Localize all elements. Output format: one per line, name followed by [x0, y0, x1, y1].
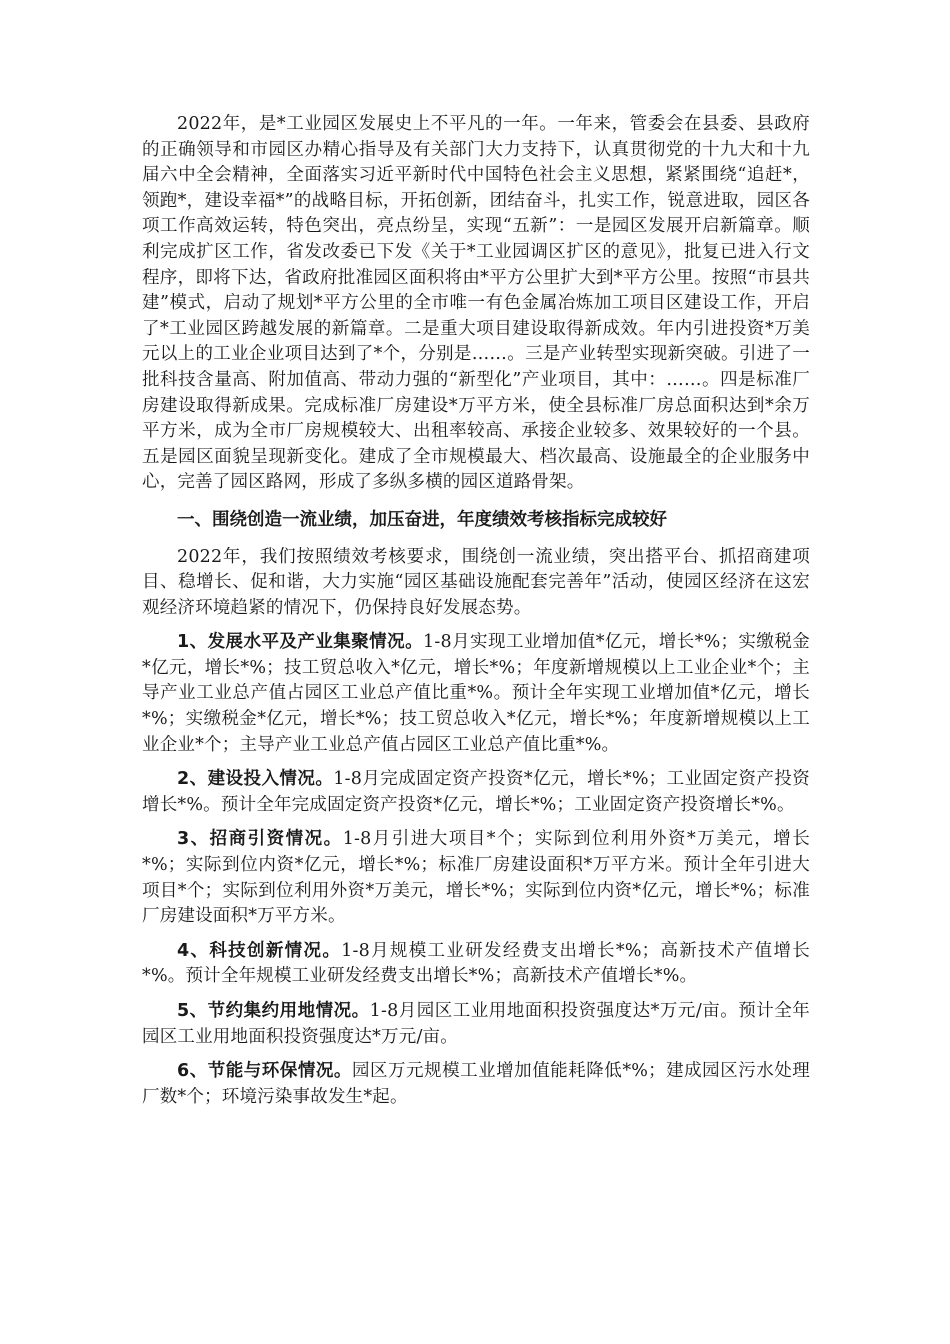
indicator-item-text: 1-8月引进大项目*个；实际到位利用外资*万美元，增长*%；实际到位内资*亿元，增长*%；标准厂房建设面积*万平方米。预计全年引进大项目*个；实际到位利用外资*万美元，增长*%；实际到位内资*亿元，增长*%；标准厂房建设面积*万平方米。: [142, 829, 810, 927]
document-page: [142, 112, 810, 1110]
indicator-item-3: [142, 827, 810, 929]
indicator-item-6: [142, 1059, 810, 1110]
indicator-item-2: [142, 767, 810, 818]
indicator-item-text: 1-8月实现工业增加值*亿元，增长*%；实缴税金*亿元，增长*%；技工贸总收入*亿元，增长*%；年度新增规模以上工业企业*个；主导产业工业总产值占园区工业总产值比重*%。预计全年实现工业增加值*亿元，增长 *%；实缴税金*亿元，增长*%；技工贸总收入*亿元，增长*%；年度新增规模以上工业企业*个；主导产业工业总产值占园区工业总产值比重*%。: [142, 632, 810, 755]
indicator-item-lead: 1、发展水平及产业集聚情况。: [177, 632, 424, 653]
intro-paragraph: 2022年，是*工业园区发展史上不平凡的一年。一年来，管委会在县委、县政府的正确领导和市园区办精心指导及有关部门大力支持下，认真贯彻党的十九大和十九届六中全会精神，全面落实习近平新时代中国特色社会主义思想，紧紧围绕“追赶*，领跑*，建设幸福*”的战略目标，开拓创新，团结奋斗，扎实工作，锐意进取，园区各项工作高效运转，特色突出，亮点纷呈，实现“五新”：一是园区发展开启新篇章。顺利完成扩区工作，省发改委已下发《关于*工业园调区扩区的意见》，批复已进入行文程序，即将下达，省政府批准园区面积将由*平方公里扩大到*平方公里。按照“市县共建”模式，启动了规划*平方公里的全市唯一有色金属冶炼加工项目区建设工作，开启了*工业园区跨越发展的新篇章。二是重大项目建设取得新成效。年内引进投资*万美元以上的工业企业项目达到了*个，分别是……。三是产业转型实现新突破。引进了一批科技含量高、附加值高、带动力强的“新型化”产业项目，其中：……。四是标准厂房建设取得新成果。完成标准厂房建设*万平方米，使全县标准厂房总面积达到*余万平方米，成为全市厂房规模较大、出租率较高、承接企业较多、效果较好的一个县。五是园区面貌呈现新变化。建成了全市规模最大、档次最高、设施最全的企业服务中心，完善了园区路网，形成了多纵多横的园区道路骨架。: [142, 114, 810, 493]
indicator-item-lead: 3、招商引资情况。: [177, 829, 343, 850]
indicator-item-text: 1-8月完成固定资产投资*亿元，增长*%；工业固定资产投资增长*%。预计全年完成固定资产投资*亿元，增长*%；工业固定资产投资增长*%。: [142, 769, 811, 815]
indicator-item-lead: 6、节能与环保情况。: [177, 1061, 352, 1082]
indicator-item-lead: 5、节约集约用地情况。: [177, 1001, 370, 1021]
indicator-item-4: [142, 939, 810, 990]
indicator-item-text: 1-8月园区工业用地面积投资强度达*万元/亩。预计全年园区工业用地面积投资强度达*万元/亩。: [142, 1001, 810, 1047]
indicator-item-lead: 2、建设投入情况。: [177, 769, 334, 790]
section-heading: 一、围绕创造一流业绩，加压奋进，年度绩效考核指标完成较好: [177, 509, 667, 530]
section-intro-paragraph: 2022年，我们按照绩效考核要求，围绕创一流业绩，突出搭平台、抓招商建项目、稳增长、促和谐，大力实施“园区基础设施配套完善年”活动，使园区经济在这宏观经济环境趋紧的情况下，仍保持良好发展态势。: [142, 546, 810, 618]
indicator-item-text: 园区万元规模工业增加值能耗降低*%；建成园区污水处理厂数*个；环境污染事故发生*起。: [142, 1061, 810, 1107]
indicator-item-5: [142, 999, 810, 1050]
indicator-item-1: [142, 630, 810, 758]
indicator-item-text: 1-8月规模工业研发经费支出增长*%；高新技术产值增长*%。预计全年规模工业研发经费支出增长*%；高新技术产值增长*%。: [142, 940, 810, 987]
indicator-item-lead: 4、科技创新情况。: [177, 940, 342, 961]
